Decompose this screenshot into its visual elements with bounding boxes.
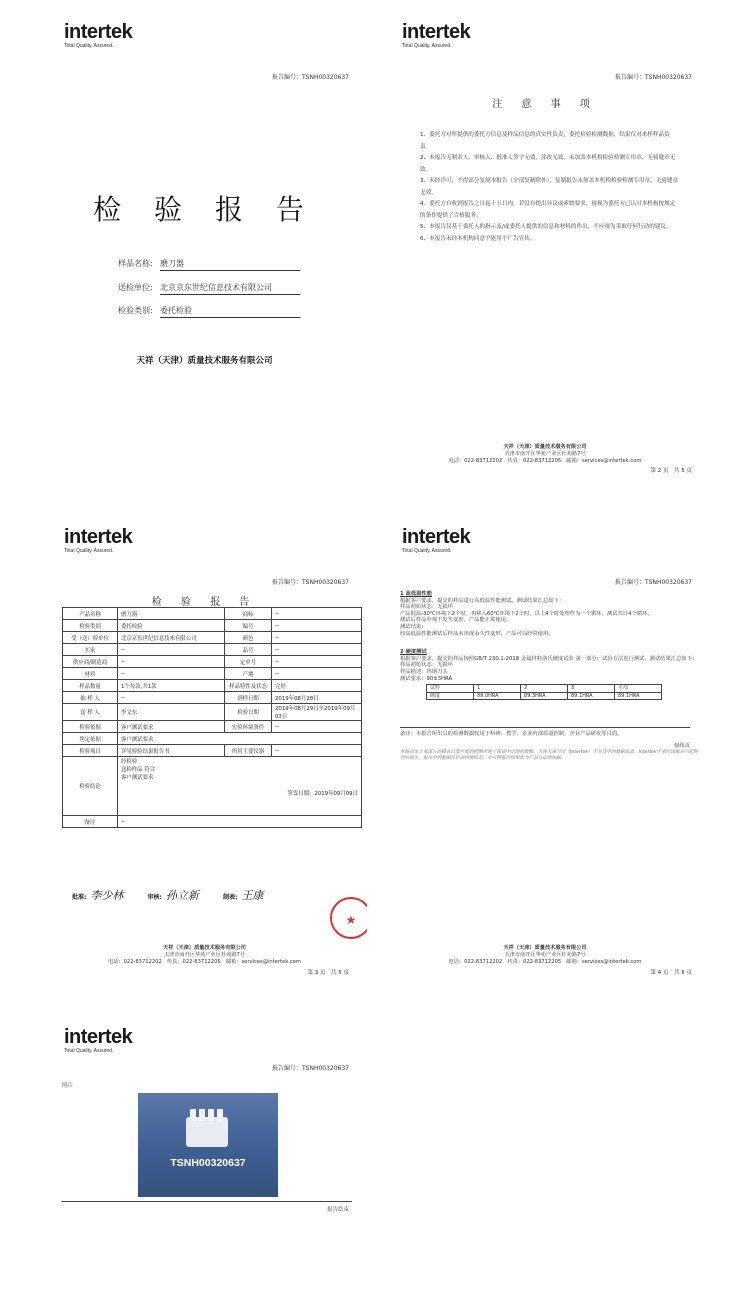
page-footer: 天祥（天津）质量技术服务有限公司 天津市南开区华苑产业区杜苑路7号 电话：022-83712202 传真：022-83712205 邮箱：services@intertek.com bbox=[108, 945, 301, 965]
divider bbox=[400, 727, 690, 728]
conclusion-row: 检验结论 经检验 送检样品 符合 客户测试要求 签发日期：2019年09月09日 bbox=[63, 757, 362, 816]
client-field: 送检单位: 北京京东世纪信息技术有限公司 bbox=[118, 282, 300, 295]
intertek-logo: intertek Total Quality. Assured. bbox=[64, 1026, 133, 1054]
table-row: 判定依据 客户测试要求 bbox=[63, 733, 362, 745]
results-note: 备注：本报告所出具的检测数据仅用于科研、教学、企业内部质量控制、企业产品研发等目的。 bbox=[400, 731, 623, 737]
reviewer-signature: 孙立新 bbox=[165, 889, 199, 902]
notice-list bbox=[420, 130, 680, 245]
remark-row: 备注 -- bbox=[63, 816, 362, 828]
intertek-logo: intertek Total Quality. Assured. bbox=[402, 526, 471, 554]
table-row: 受（送）检单位 北京京东世纪信息技术有限公司 颜色 -- bbox=[63, 632, 362, 644]
table-row: 送 样 人 李文东 检验日期 2019年08月29日至2019年09月03日 bbox=[63, 704, 362, 721]
report-number: 报告编号：TSNH00320637 bbox=[614, 74, 692, 81]
table-row: 硬度 89.0HRA 89.3HRA 89.1HRA 89.1HRA bbox=[427, 692, 662, 700]
cover-title: 检 验 报 告 bbox=[93, 193, 316, 226]
hardness-table bbox=[426, 684, 662, 700]
table-row: 检验类别 委托检验 编号 -- bbox=[63, 620, 362, 632]
page-footer: 天祥（天津）质量技术服务有限公司 天津市南开区华苑产业区杜苑路7号 电话：022-83712202 传真：022-83712205 邮箱：services@intertek.com bbox=[448, 444, 642, 464]
notice-item: 2、本报告无制表人、审核人、批准人签字无效，涂改无效，未加盖本机构检验检测专用章、无骑缝章无效。 bbox=[420, 155, 676, 173]
signature-row: 批准: 李少林 审核: 孙立新 制表: 王康 bbox=[72, 889, 264, 902]
notice-page bbox=[380, 0, 710, 480]
section-title: 2 硬度测试 bbox=[400, 649, 427, 656]
table-row: 材质 -- 产地 -- bbox=[63, 668, 362, 680]
report-end-label: 报告结束 bbox=[326, 1207, 349, 1213]
report-number: 报告编号：TSNH00320637 bbox=[614, 579, 692, 586]
photo-caption: TSNH00320637 bbox=[170, 1157, 246, 1169]
table-row: 抽 样 人 -- 到样日期 2019年08月28日 bbox=[63, 692, 362, 704]
test-results-page bbox=[380, 505, 710, 980]
table-row: 供应商/制造商 -- 定单号 -- bbox=[63, 656, 362, 668]
divider bbox=[62, 1201, 352, 1202]
page-number: 第 3 页 共 5 页 bbox=[307, 970, 349, 976]
photo-label: 照片 bbox=[62, 1083, 74, 1089]
intertek-logo: intertek Total Quality. Assured. bbox=[64, 526, 133, 554]
results-body: 1 高低温性能 根据客户要求，提交的样品进行高低温性能测试。测试结果汇总如下： 样品初始状态：无损坏 产品低温-30℃环境下2个时，再移入60℃环境下2个时，以上4个时处理作为一个循环，测试共计4个循环。 测试后样品外观不发生变形，产品能正常使用。 测试结果： 经高低温性能测试后样品未出现永久性变形，产品可以经常使用。 2 硬度测试 根据客户要求，提交的样品按照GB/T 230.1-2018 金属材料洛氏硬度试验 第一部分：试验方法进行测试，测试结果汇总如下： 样品初始状态：无损坏 样品描述：钨钢刀头 测试要求：90±3HRA 试样 1 2 3 平均 硬度 89.0HRA 89.3HRA 89.1HRA 89.1HRA bbox=[400, 591, 700, 700]
report-number: 报告编号：TSNH00320637 bbox=[271, 1065, 349, 1072]
sharpener-image bbox=[186, 1117, 228, 1147]
cover-company-name: 天祥（天津）质量技术服务有限公司 bbox=[136, 356, 273, 366]
issue-date: 签发日期：2019年09月09日 bbox=[287, 791, 358, 797]
notice-title: 注 意 事 项 bbox=[492, 99, 598, 110]
logo-tagline: Total Quality. Assured. bbox=[64, 43, 114, 49]
report-cover-page bbox=[42, 0, 367, 480]
report-number: 报告编号：TSNH00320637 bbox=[271, 74, 349, 81]
disclaimer: 本报告由于承诺人的报告以及可能的检测实施了保证中出现的数据。天祥天津公司（Intertek）不对其中的数据负责。Intertek不承担因报告引起的任何损失，报告中的数据仅针对所测样品，不可将报告结果作为产品认证的依据。 bbox=[400, 750, 698, 761]
page-number: 第 2 页 共 5 页 bbox=[650, 468, 692, 474]
sample-photo bbox=[138, 1093, 278, 1197]
test-type-field: 检验类别: 委托检验 bbox=[118, 305, 300, 318]
page-number: 第 4 页 共 5 页 bbox=[650, 970, 692, 976]
table-row: 产品名称 磨刀器 商标 -- bbox=[63, 608, 362, 620]
maker-signature: 王康 bbox=[241, 889, 264, 902]
report-summary-page bbox=[42, 505, 367, 980]
table-row: 检验项目 详见检验结果报告书 所用主要仪器 -- bbox=[63, 745, 362, 757]
table-row: 试样 1 2 3 平均 bbox=[427, 685, 662, 693]
approver-signature: 李少林 bbox=[90, 889, 124, 902]
notice-item: 5、本报告仅基于委托人的指示及/或委托人提供的信息和材料的作出，不应视为采取任何行动的建议。 bbox=[420, 224, 672, 230]
table-row: 样品数量 1个每款,共1款 样品特性及状态 完好 bbox=[63, 680, 362, 692]
notice-item: 6、本报告未经本机构同意不能用于广告宣传。 bbox=[420, 235, 536, 242]
official-stamp: ★ bbox=[330, 897, 367, 939]
intertek-logo: intertek Total Quality. Assured. bbox=[402, 21, 471, 49]
summary-table bbox=[62, 607, 362, 828]
notice-item: 1、委托方对所提供的委托方信息及样品信息的真实性负责，委托检验检测数据、结果仅对来样样品负责。 bbox=[420, 132, 670, 150]
continued-label: 接续页 bbox=[674, 743, 690, 749]
table-row: 检验依据 客户测试要求 实验环境条件 -- bbox=[63, 721, 362, 733]
table-row: 买家 -- 品号 -- bbox=[63, 644, 362, 656]
notice-item: 3、未经许可，不得部分复制本报告（全部复制除外），复制报告未加盖本机构检验检测专用章、无骑缝章无效。 bbox=[420, 178, 679, 196]
notice-item: 4、委托方自收到报告之日起十五日内，若没有提出异议或索赔要求，视视为委托方已认可本机构按规定的条件提供了合格服务。 bbox=[420, 201, 676, 219]
photo-page bbox=[42, 1005, 367, 1220]
intertek-logo bbox=[64, 22, 132, 49]
sample-name-field: 样品名称: 磨刀器 bbox=[118, 258, 300, 271]
section-title: 1 高低温性能 bbox=[400, 591, 433, 597]
logo-wordmark: intertek bbox=[64, 21, 133, 43]
summary-title: 检 验 报 告 bbox=[151, 597, 258, 608]
report-number: 报告编号：TSNH00320637 bbox=[271, 579, 349, 586]
page-footer: 天祥（天津）质量技术服务有限公司 天津市南开区华苑产业区杜苑路7号 电话：022-83712202 传真：022-83712205 邮箱：services@intertek.com bbox=[448, 945, 642, 965]
